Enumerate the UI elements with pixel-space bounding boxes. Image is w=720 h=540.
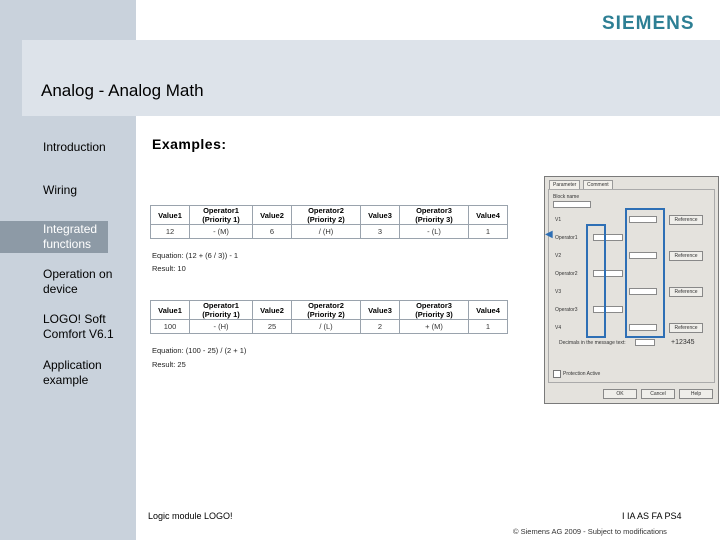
siemens-logo: SIEMENS <box>602 13 695 34</box>
column-header: Operator2 (Priority 2) <box>292 206 361 225</box>
table-cell: 3 <box>361 225 400 239</box>
example2-equation: Equation: (100 - 25) / (2 + 1) <box>152 346 247 355</box>
example2-result: Result: 25 <box>152 360 186 369</box>
dialog-row-label: V2 <box>555 253 562 259</box>
column-header: Value4 <box>469 206 508 225</box>
table-cell: 25 <box>253 320 292 334</box>
reference-button[interactable]: Reference <box>669 287 703 297</box>
table-cell: 100 <box>151 320 190 334</box>
value-highlight-box <box>625 208 665 338</box>
operator-highlight-box <box>586 224 606 338</box>
footer-right: I IA AS FA PS4 <box>622 511 682 521</box>
dialog-row-label: V4 <box>555 325 562 331</box>
example1-result: Result: 10 <box>152 264 186 273</box>
dialog-row-label: Operator2 <box>555 271 578 277</box>
column-header: Operator2 (Priority 2) <box>292 301 361 320</box>
sidebar-item-integrated-functions[interactable]: Integrated functions <box>0 221 108 253</box>
table-cell: 1 <box>469 225 508 239</box>
table-row <box>151 320 508 334</box>
arrow-left-icon: ◀ <box>545 229 553 240</box>
table-cell: 12 <box>151 225 190 239</box>
sidebar-item-introduction[interactable]: Introduction <box>43 140 106 154</box>
decimals-label: Decimals in the message text: <box>559 340 626 346</box>
sidebar-item-wiring[interactable]: Wiring <box>43 183 78 197</box>
cancel-button[interactable]: Cancel <box>641 389 675 399</box>
table-row <box>151 225 508 239</box>
table-cell: 1 <box>469 320 508 334</box>
table-cell: 6 <box>253 225 292 239</box>
column-header: Value1 <box>151 301 190 320</box>
header-band <box>22 40 720 116</box>
dialog-row-label: V3 <box>555 289 562 295</box>
column-header: Value2 <box>253 301 292 320</box>
dialog-row-label: Operator1 <box>555 235 578 241</box>
examples-heading: Examples: <box>152 136 227 152</box>
column-header: Operator1 (Priority 1) <box>190 206 253 225</box>
column-header: Operator1 (Priority 1) <box>190 301 253 320</box>
ok-button[interactable]: OK <box>603 389 637 399</box>
copyright: © Siemens AG 2009 - Subject to modifications <box>513 527 667 536</box>
table-cell: - (H) <box>190 320 253 334</box>
column-header: Value1 <box>151 206 190 225</box>
reference-button[interactable]: Reference <box>669 323 703 333</box>
sidebar-item-application-example[interactable]: Application example <box>43 358 102 387</box>
example1-table <box>150 205 508 239</box>
page-title: Analog - Analog Math <box>41 81 204 100</box>
block-name-label: Block name <box>553 194 580 200</box>
sidebar-item-operation-on-device[interactable]: Operation on device <box>43 267 113 296</box>
decimals-example-value: +12345 <box>671 339 695 346</box>
help-button[interactable]: Help <box>679 389 713 399</box>
table-header-row <box>151 206 508 225</box>
block-name-input[interactable] <box>553 201 591 208</box>
example2-table <box>150 300 508 334</box>
table-cell: - (L) <box>400 225 469 239</box>
table-cell: 2 <box>361 320 400 334</box>
column-header: Value4 <box>469 301 508 320</box>
column-header: Operator3 (Priority 3) <box>400 301 469 320</box>
sidebar-item-logo-soft-comfort[interactable]: LOGO! Soft Comfort V6.1 <box>43 312 114 341</box>
reference-button[interactable]: Reference <box>669 251 703 261</box>
column-header: Value2 <box>253 206 292 225</box>
column-header: Operator3 (Priority 3) <box>400 206 469 225</box>
header-band-left <box>0 40 22 116</box>
protection-checkbox[interactable] <box>553 370 561 378</box>
sidebar-top-band <box>0 0 136 40</box>
column-header: Value3 <box>361 301 400 320</box>
reference-button[interactable]: Reference <box>669 215 703 225</box>
example1-equation: Equation: (12 + (6 / 3)) - 1 <box>152 251 239 260</box>
protection-label: Protection Active <box>563 371 601 377</box>
footer-left: Logic module LOGO! <box>148 511 233 521</box>
table-cell: / (H) <box>292 225 361 239</box>
column-header: Value3 <box>361 206 400 225</box>
table-cell: / (L) <box>292 320 361 334</box>
table-cell: - (M) <box>190 225 253 239</box>
tab-parameter[interactable]: Parameter <box>549 180 580 190</box>
dialog-row-label: Operator3 <box>555 307 578 313</box>
table-header-row <box>151 301 508 320</box>
decimals-input[interactable] <box>635 339 655 346</box>
dialog-row-label: V1 <box>555 217 562 223</box>
table-cell: + (M) <box>400 320 469 334</box>
tab-comment[interactable]: Comment <box>583 180 613 190</box>
